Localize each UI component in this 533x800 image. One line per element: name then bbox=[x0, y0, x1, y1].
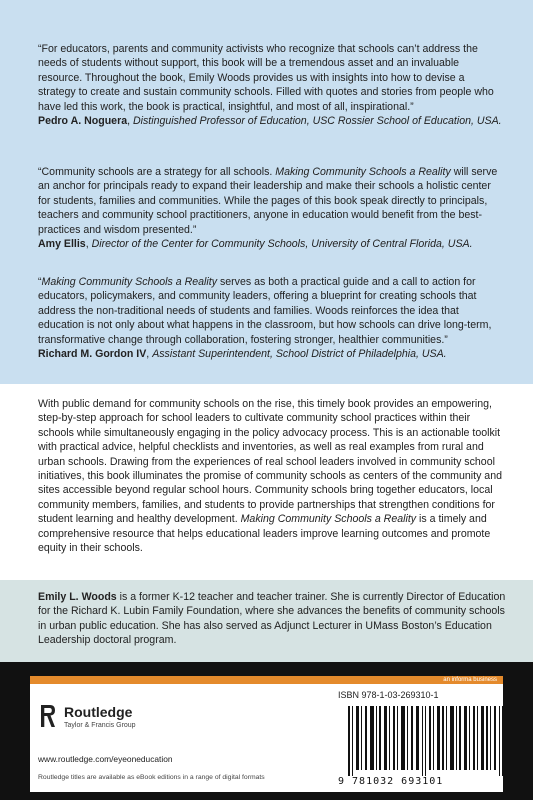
book-title-reference: Making Community Schools a Reality bbox=[275, 166, 451, 178]
endorser-role: Distinguished Professor of Education, USC Rossier School of Education, USA. bbox=[132, 115, 502, 128]
publisher-name: Routledge bbox=[64, 704, 133, 720]
description-text-rest: is a timely and comprehensive resource that helps educational leaders improve learning outcomes and promote equity in their schools. bbox=[38, 513, 491, 555]
author-bio-panel bbox=[0, 580, 533, 662]
author-bio bbox=[38, 590, 508, 648]
endorsement-2 bbox=[38, 165, 504, 251]
endorsements-panel bbox=[0, 0, 533, 384]
endorsement-text bbox=[38, 275, 504, 347]
endorsement-attribution: Pedro A. Noguera, Distinguished Professor of Education, USC Rossier School of Education, USA. bbox=[38, 115, 502, 128]
endorser-name: Richard M. Gordon IV bbox=[38, 348, 147, 361]
endorser-name: Pedro A. Noguera bbox=[38, 115, 128, 128]
endorsement-1 bbox=[38, 42, 504, 128]
ebook-note: Routledge titles are available as eBook editions in a range of digital formats bbox=[38, 774, 265, 781]
publisher-website[interactable]: www.routledge.com/eyeoneducation bbox=[38, 754, 173, 764]
endorsement-3 bbox=[38, 275, 504, 361]
routledge-logo-icon bbox=[38, 702, 58, 730]
endorsement-attribution: Richard M. Gordon IV, Assistant Superintendent, School District of Philadelphia, USA. bbox=[38, 348, 447, 361]
endorsement-text-lead: “Community schools are a strategy for all schools. bbox=[38, 166, 276, 178]
endorsement-text-rest: serves as both a practical guide and a call to action for educators, policymakers, and community leaders, offering a blueprint for creating schools that address the non-traditional needs of students and families. Woods reinforces the idea that education is not only about what happens in the classroom, but how schools can drive long-term, transformative change through collaboration, fostering stronger, healthier communities.” bbox=[38, 276, 492, 346]
book-title-reference: Making Community Schools a Reality bbox=[41, 276, 217, 288]
publisher-group: Taylor & Francis Group bbox=[64, 722, 136, 729]
barcode-icon bbox=[346, 706, 506, 776]
book-description bbox=[38, 397, 504, 555]
barcode-number: 9 781032 693101 bbox=[338, 776, 444, 787]
endorsement-text-rest: will serve an anchor for principals ready to expand their leadership and make their schools a holistic center for students, families and communities. While the pages of this book speak directly to principals, teachers and community school practitioners, anyone in education would benefit from the best-practices and wisdom presented.” bbox=[38, 166, 498, 236]
endorsement-text: “For educators, parents and community activists who recognize that schools can’t address the needs of students without support, this book will be a tremendous asset and an invaluable resource. Throughout the book, Emily Woods provides us with insights into how to devise a strategy to create and sustain community schools. Filled with quotes and stories from people who have led this work, the book is practical, insightful, and most of all, inspirational.” bbox=[38, 43, 494, 113]
endorsement-attribution: Amy Ellis, Director of the Center for Community Schools, University of Central Florida, USA. bbox=[38, 238, 473, 251]
accent-bar bbox=[30, 676, 503, 684]
description-text: With public demand for community schools on the rise, this timely book provides an empowering, step-by-step approach for school leaders to cultivate community school practices within their schools while simultaneously engaging in the policy advocacy process. This is an actionable toolkit with practical advice, helpful checklists and inventories, as well as real examples from rural and urban schools. Drawing from the experiences of real school leaders involved in community school initiatives, this book illuminates the promise of community schools as centers of the community and sites accessible beyond regular school hours. Community schools bring together educators, local community members, families, and students to provide partnerships that strengthen conditions for student learning and healthy development. bbox=[38, 398, 502, 526]
endorsement-text bbox=[38, 165, 504, 237]
endorser-name: Amy Ellis bbox=[38, 238, 86, 251]
endorsement-text-lead: “ bbox=[38, 276, 42, 288]
publisher-box bbox=[30, 676, 503, 792]
informa-tagline: an informa business bbox=[443, 677, 497, 683]
book-title-reference: Making Community Schools a Reality bbox=[240, 513, 417, 526]
author-name: Emily L. Woods bbox=[38, 591, 117, 603]
author-bio-text: is a former K-12 teacher and teacher trainer. She is currently Director of Education for the Richard K. Lubin Family Foundation, where she advances the benefits of community schools in urban public education. She has also served as Adjunct Lecturer in UMass Boston’s Education Leadership doctoral program. bbox=[38, 591, 506, 647]
endorser-role: Assistant Superintendent, School District of Philadelphia, USA. bbox=[152, 348, 447, 361]
publisher-footer bbox=[0, 662, 533, 800]
endorser-role: Director of the Center for Community Schools, University of Central Florida, USA. bbox=[91, 238, 473, 251]
isbn: ISBN 978-1-03-269310-1 bbox=[338, 690, 439, 700]
